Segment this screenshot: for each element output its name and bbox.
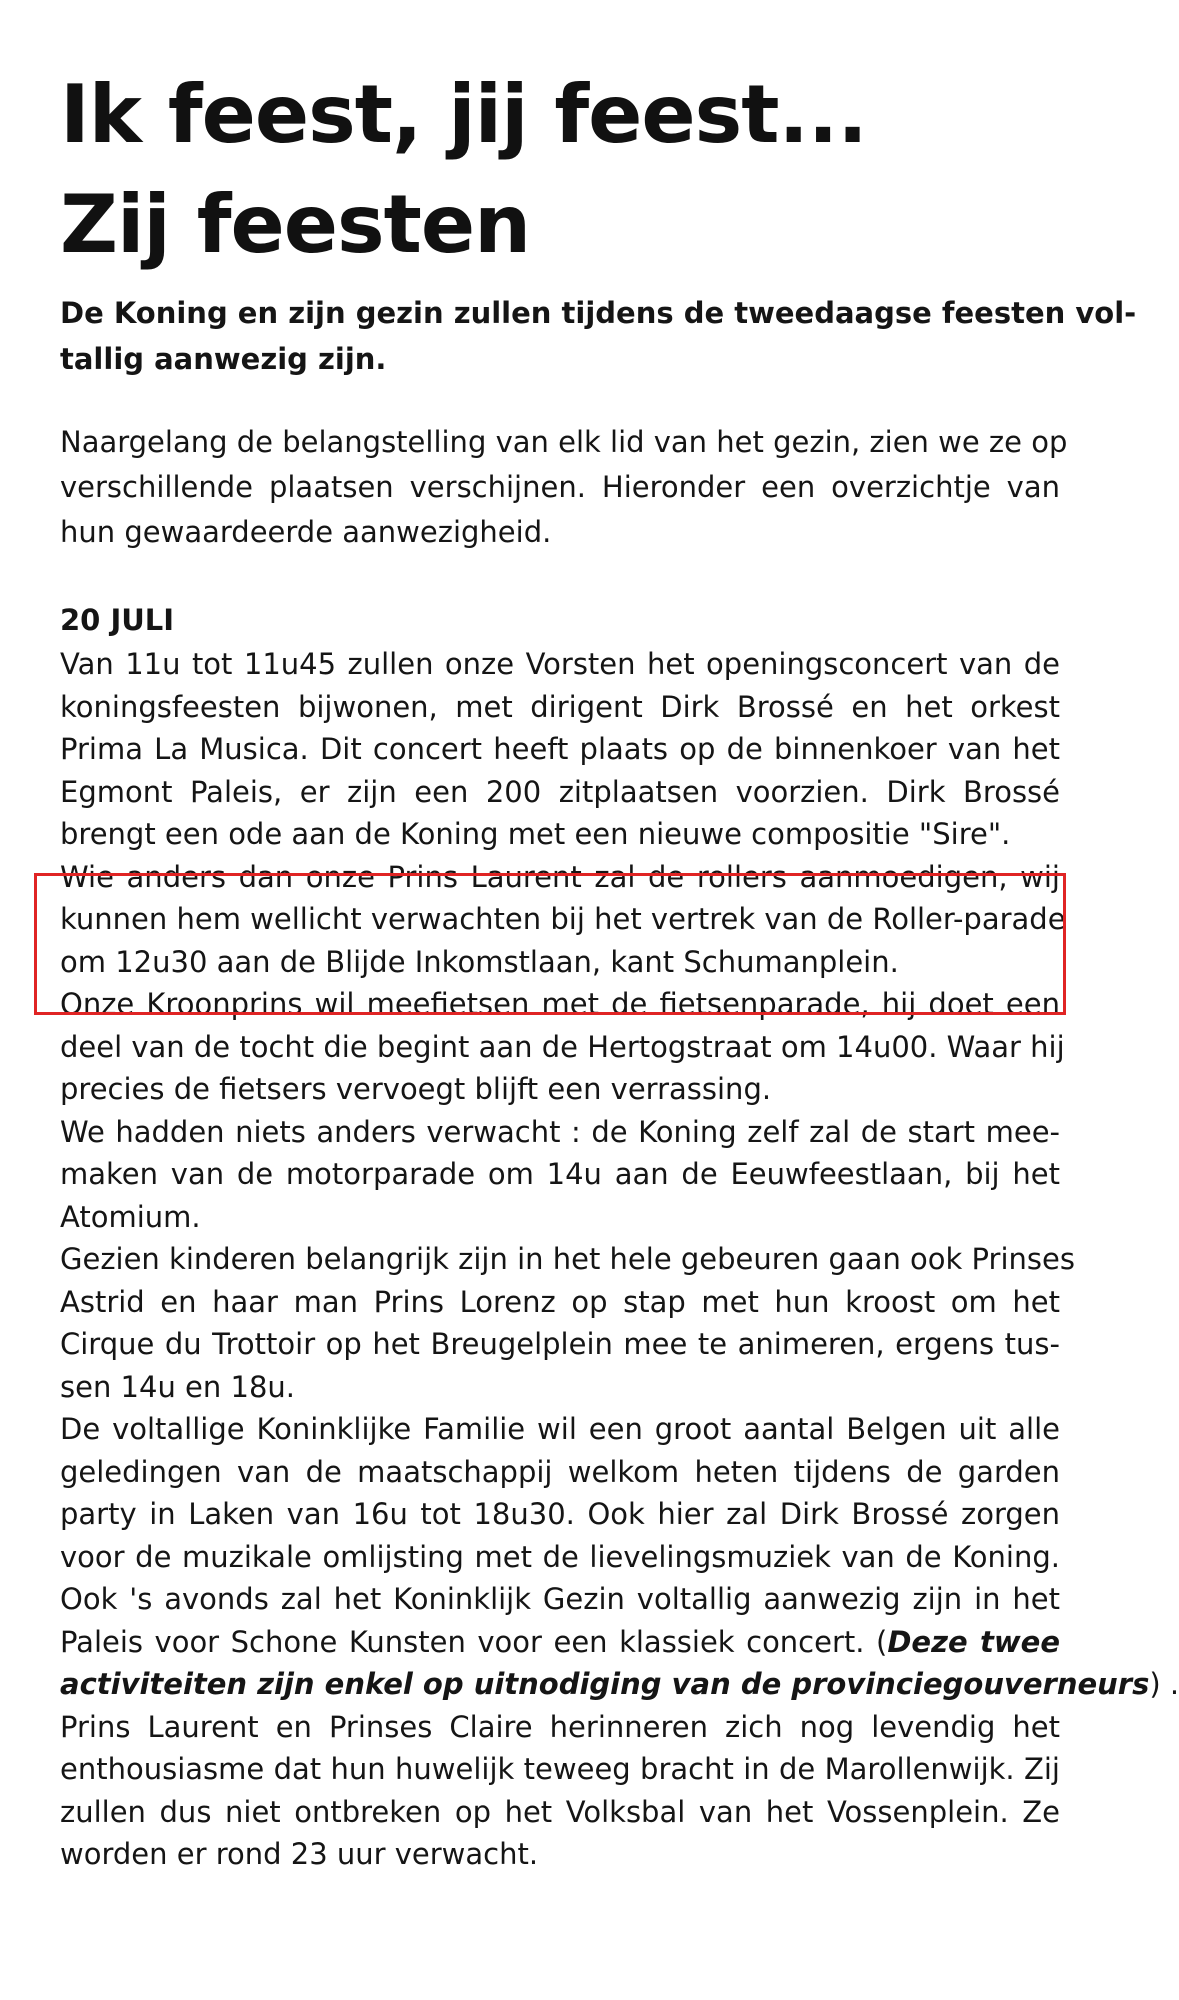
body-line: Ook 's avonds zal het Koninklijk Gezin voltallig aanwezig zijn in het [60, 1582, 1060, 1616]
intro-paragraph [60, 420, 1068, 555]
body-line: geledingen van de maatschappij welkom heten tijdens de garden [60, 1454, 1060, 1489]
body-line-highlighted: kunnen hem wellicht verwachten bij het vertrek van de Roller-parade [60, 902, 1066, 936]
body-line: party in Laken van 16u tot 18u30. Ook hier zal Dirk Brossé zorgen [60, 1497, 1060, 1531]
body-line: enthousiasme dat hun huwelijk teweeg bracht in de Marollenwijk. Zij [60, 1752, 1060, 1786]
intro-line: Naargelang de belangstelling van elk lid van het gezin, zien we ze op [60, 425, 1068, 459]
body-line: Van 11u tot 11u45 zullen onze Vorsten het openingsconcert van de [60, 647, 1060, 681]
body-line: Astrid en haar man Prins Lorenz op stap met hun kroost om het [60, 1284, 1060, 1319]
body-line: sen 14u en 18u. [60, 1369, 295, 1404]
body-line: Onze Kroonprins wil meefietsen met de fietsenparade, hij doet een [60, 987, 1060, 1021]
body-line: precies de fietsers vervoegt blijft een verrassing. [60, 1072, 772, 1106]
italic-fragment: activiteiten zijn enkel op uitnodiging van de provinciegouverneurs [60, 1667, 1150, 1701]
body-line-highlighted: om 12u30 aan de Blijde Inkomstlaan, kant Schumanplein. [60, 944, 899, 979]
body-line: Gezien kinderen belangrijk zijn in het hele gebeuren gaan ook Prinses [60, 1242, 1075, 1276]
body-line: maken van de motorparade om 14u aan de Eeuwfeestlaan, bij het [60, 1157, 1060, 1191]
body-line: We hadden niets anders verwacht : de Koning zelf zal de start mee- [60, 1114, 1060, 1149]
lead-paragraph [60, 290, 1137, 382]
body-text [60, 643, 1179, 1876]
body-line: worden er rond 23 uur verwacht. [60, 1837, 539, 1871]
body-line: voor de muzikale omlijsting met de lievelingsmuziek van de Koning. [60, 1539, 1060, 1574]
body-line-mixed [60, 1621, 1060, 1664]
italic-fragment: Deze twee [887, 1624, 1061, 1659]
body-line: Atomium. [60, 1199, 201, 1234]
intro-line: verschillende plaatsen verschijnen. Hieronder een overzichtje van [60, 470, 1060, 504]
body-line: De voltallige Koninklijke Familie wil een groot aantal Belgen uit alle [60, 1412, 1060, 1446]
date-heading: 20 JULI [60, 603, 175, 637]
body-line: Cirque du Trottoir op het Breugelplein mee te animeren, ergens tus- [60, 1327, 1060, 1361]
intro-line: hun gewaardeerde aanwezigheid. [60, 515, 552, 549]
body-line-text: Paleis voor Schone Kunsten voor een klassiek concert. ( [60, 1624, 888, 1659]
body-line-highlighted: Wie anders dan onze Prins Laurent zal de rollers aanmoedigen, wij [60, 859, 1060, 894]
line-suffix: ) . [1149, 1667, 1179, 1701]
body-line: Prima La Musica. Dit concert heeft plaats op de binnenkoer van het [60, 732, 1060, 766]
lead-line: tallig aanwezig zijn. [60, 342, 387, 376]
title-line-1: Ik feest, jij feest... [60, 68, 867, 161]
lead-line: De Koning en zijn gezin zullen tijdens de tweedaagse feesten vol- [60, 296, 1137, 330]
body-line: zullen dus niet ontbreken op het Volksbal van het Vossenplein. Ze [60, 1794, 1060, 1829]
body-line: brengt een ode aan de Koning met een nieuwe compositie "Sire". [60, 817, 1011, 851]
body-line: Egmont Paleis, er zijn een 200 zitplaatsen voorzien. Dirk Brossé [60, 774, 1060, 809]
body-line: deel van de tocht die begint aan de Hertogstraat om 14u00. Waar hij [60, 1029, 1065, 1064]
body-line-mixed [60, 1663, 1179, 1706]
body-line: Prins Laurent en Prinses Claire herinneren zich nog levendig het [60, 1709, 1060, 1744]
body-line: koningsfeesten bijwonen, met dirigent Dirk Brossé en het orkest [60, 689, 1060, 724]
title-line-2: Zij feesten [60, 178, 531, 271]
article-title [60, 60, 1060, 280]
